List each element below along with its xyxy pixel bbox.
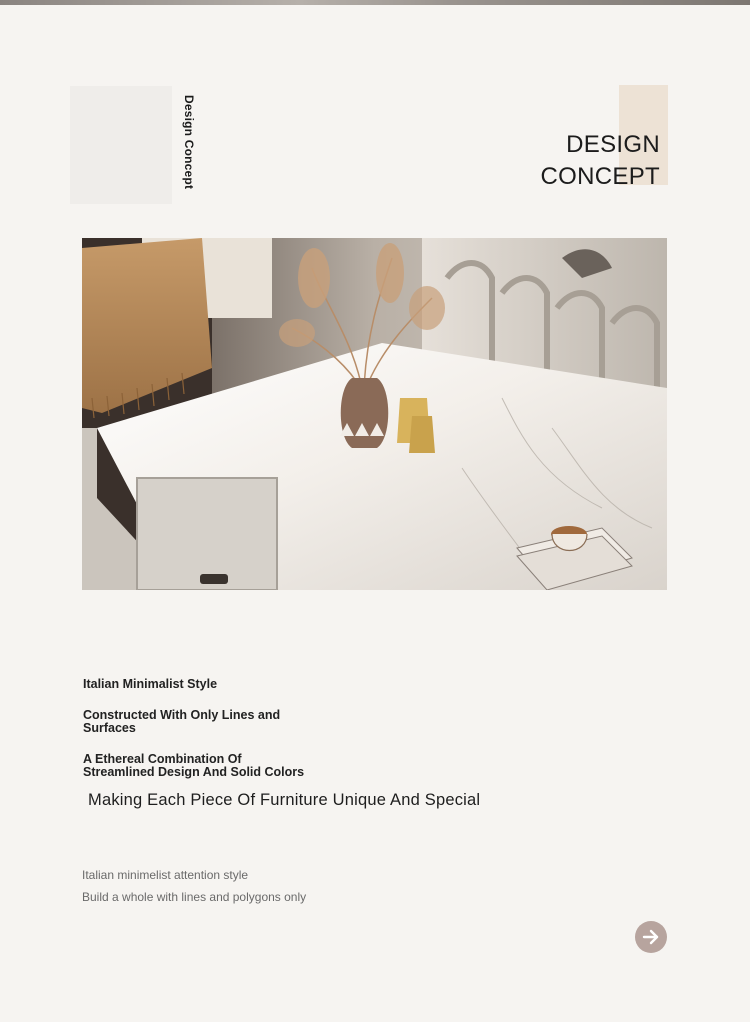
headline: Making Each Piece Of Furniture Unique And Special xyxy=(88,791,481,809)
arrow-right-icon xyxy=(641,927,661,947)
page-title xyxy=(541,129,660,193)
coffee-table-photo xyxy=(82,238,667,590)
subtext xyxy=(82,864,306,908)
decorative-box-left xyxy=(70,86,172,204)
vertical-section-label: Design Concept xyxy=(182,95,196,190)
feature-item: A Ethereal Combination Of Streamlined Design And Solid Colors xyxy=(83,752,305,779)
feature-item: Constructed With Only Lines and Surfaces xyxy=(83,708,281,735)
feature-item: Italian Minimalist Style xyxy=(83,677,218,691)
next-button[interactable] xyxy=(635,921,667,953)
title-line-1: DESIGN xyxy=(566,131,660,158)
subtext-line-1: Italian minimelist attention style xyxy=(82,868,249,882)
title-line-2: CONCEPT xyxy=(540,163,660,190)
subtext-line-2: Build a whole with lines and polygons only xyxy=(82,890,307,904)
top-strip xyxy=(0,0,750,5)
